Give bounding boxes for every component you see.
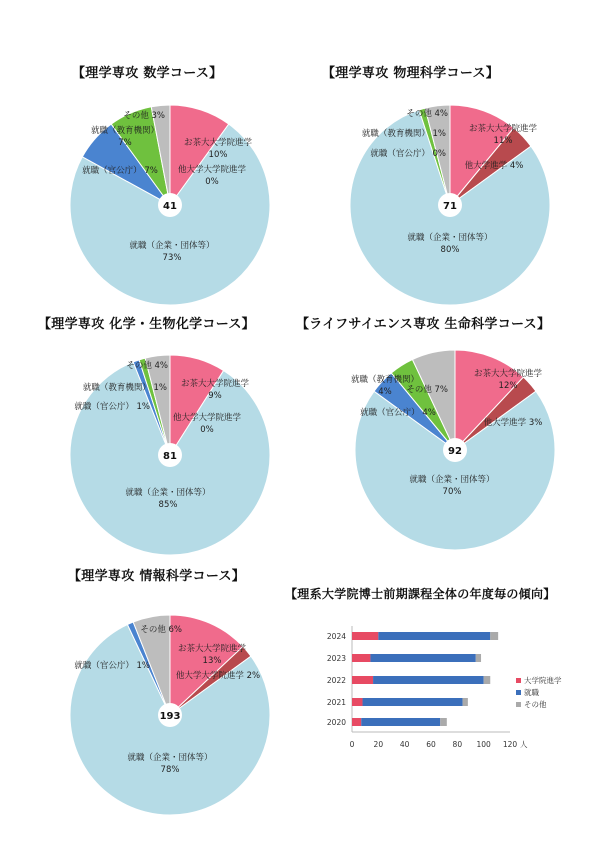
bar-segment (361, 718, 440, 726)
pie-pct-ochanomizu: 12% (498, 381, 518, 391)
x-tick-label: 20 (373, 740, 384, 749)
pie-center-value: 92 (448, 446, 462, 457)
chart-title-info: 【理学専攻 情報科学コース】 (68, 569, 246, 584)
x-tick-label: 100 (476, 740, 491, 749)
bar-segment (352, 676, 373, 684)
pie-label-ochanomizu: お茶大大学院進学 (183, 138, 253, 148)
y-tick-label: 2020 (326, 718, 346, 727)
pie-lifescience (351, 350, 555, 550)
pie-label-other: その他 6% (140, 625, 182, 635)
bar-chart-trend (327, 626, 562, 749)
pie-pct-ochanomizu: 10% (208, 150, 228, 160)
y-tick-label: 2021 (326, 698, 346, 707)
bar-segment (463, 698, 468, 706)
x-tick-label: 120 (502, 740, 518, 749)
pie-label-employ_company: 就職（企業・団体等） (129, 241, 215, 251)
bar-segment (490, 632, 498, 640)
pie-label-ochanomizu: お茶大大学院進学 (468, 124, 538, 134)
bar-segment (476, 654, 481, 662)
pie-pct-other_univ: 0% (205, 177, 219, 187)
pie-pct-employ_company: 80% (440, 245, 460, 255)
y-tick-label: 2023 (326, 654, 346, 663)
pie-label-employ_company: 就職（企業・団体等） (407, 233, 493, 243)
legend-label: 就職 (524, 688, 539, 697)
x-tick-label: 60 (426, 740, 436, 749)
pie-center-value: 71 (443, 201, 457, 212)
pie-label-other_univ: 他大学進学 3% (483, 418, 543, 428)
chart-title-physics: 【理学専攻 物理科学コース】 (322, 66, 500, 81)
pie-pct-ochanomizu: 11% (493, 136, 513, 146)
pie-pct-employ_edu: 4% (378, 387, 392, 397)
pie-pct-ochanomizu: 13% (202, 656, 222, 666)
bar-segment (352, 632, 378, 640)
pie-label-employ_gov: 就職（官公庁） 4% (360, 408, 436, 418)
pie-label-employ_edu: 就職（教育機関） (90, 126, 160, 136)
pie-label-other_univ: 他大学進学 4% (464, 161, 524, 171)
bar-segment (440, 718, 447, 726)
chart-title-trend: 【理系大学院博士前期課程全体の年度毎の傾向】 (285, 587, 556, 601)
pie-label-other_univ: 他大学大学院進学 2% (175, 671, 261, 681)
pie-label-ochanomizu: お茶大大学院進学 (473, 369, 543, 379)
pie-label-employ_edu: 就職（教育機関） 1% (361, 129, 446, 139)
pie-label-employ_gov: 就職（官公庁） 7% (82, 166, 158, 176)
pie-pct-employ_company: 78% (160, 765, 180, 775)
pie-label-employ_edu: 就職（教育機関） 1% (82, 383, 167, 393)
chart-title-lifescience: 【ライフサイエンス専攻 生命科学コース】 (296, 317, 551, 332)
chart-title-math: 【理学専攻 数学コース】 (72, 66, 223, 81)
x-tick-label: 40 (399, 740, 410, 749)
bar-segment (352, 718, 361, 726)
pie-label-employ_edu: 就職（教育機関） (350, 375, 420, 385)
pie-label-other: その他 4% (126, 361, 168, 371)
pie-label-employ_gov: 就職（官公庁） 0% (370, 149, 446, 159)
pie-pct-employ_company: 85% (158, 500, 178, 510)
pie-pct-employ_company: 70% (442, 487, 462, 497)
y-tick-label: 2024 (326, 632, 346, 641)
pie-center-value: 41 (163, 201, 177, 212)
bar-segment (363, 698, 463, 706)
pie-center-value: 81 (163, 451, 177, 462)
pie-pct-other_univ: 0% (200, 425, 214, 435)
pie-label-other: その他 3% (123, 111, 165, 121)
x-unit-label: 人 (520, 740, 528, 749)
bar-segment (378, 632, 490, 640)
legend-swatch (516, 678, 521, 683)
pie-pct-ochanomizu: 9% (208, 391, 222, 401)
bar-segment (352, 654, 370, 662)
pie-pct-employ_edu: 7% (118, 138, 132, 148)
pie-center-value: 193 (159, 711, 181, 722)
chart-title-chemistry: 【理学専攻 化学・生物化学コース】 (38, 317, 255, 332)
y-tick-label: 2022 (326, 676, 346, 685)
x-tick-label: 0 (349, 740, 355, 749)
pie-label-ochanomizu: お茶大大学院進学 (180, 379, 250, 389)
pie-math (70, 105, 270, 305)
legend-swatch (516, 690, 521, 695)
pie-chemistry (70, 355, 270, 555)
bar-segment (373, 676, 484, 684)
pie-label-other_univ: 他大学大学院進学 (172, 413, 242, 423)
pie-label-other: その他 7% (406, 385, 448, 395)
x-tick-label: 80 (452, 740, 463, 749)
pie-label-employ_gov: 就職（官公庁） 1% (74, 661, 150, 671)
pie-pct-employ_company: 73% (162, 253, 182, 263)
bar-segment (370, 654, 475, 662)
bar-segment (352, 698, 363, 706)
pie-label-employ_company: 就職（企業・団体等） (125, 488, 211, 498)
pie-label-employ_gov: 就職（官公庁） 1% (74, 402, 150, 412)
legend-swatch (516, 702, 521, 707)
pie-label-other: その他 4% (406, 109, 448, 119)
pie-physics (350, 105, 550, 305)
pie-label-other_univ: 他大学大学院進学 (177, 165, 247, 175)
legend-label: 大学院進学 (524, 676, 562, 685)
pie-label-ochanomizu: お茶大大学院進学 (177, 644, 247, 654)
pie-label-employ_company: 就職（企業・団体等） (127, 753, 213, 763)
pie-info (70, 615, 270, 815)
bar-segment (484, 676, 491, 684)
legend-label: その他 (524, 700, 547, 709)
pie-label-employ_company: 就職（企業・団体等） (409, 475, 495, 485)
